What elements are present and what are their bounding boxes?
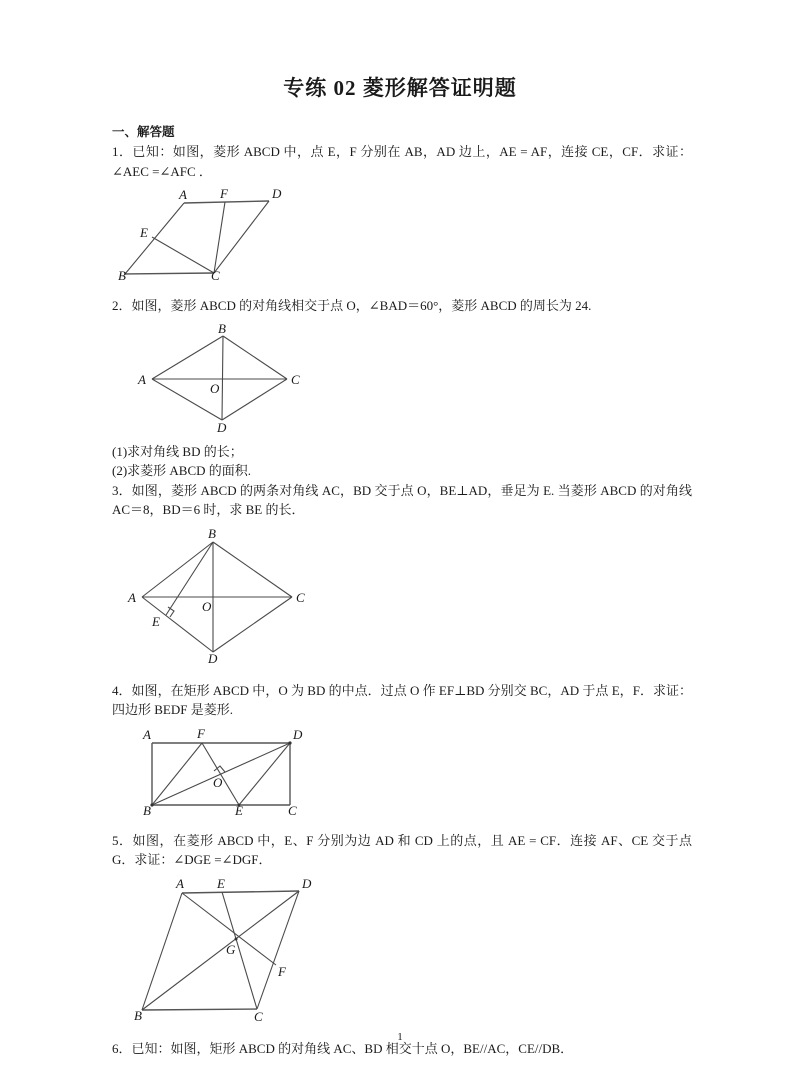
fig1-label-a: A	[179, 187, 187, 202]
problem-6-text: 6．已知：如图，矩形 ABCD 的对角线 AC、BD 相交十点 O，BE//AC，CE//DB．	[112, 1040, 574, 1056]
problem-2-sub-2: (2)求菱形 ABCD 的面积.	[112, 463, 252, 478]
problem-3-figure	[112, 527, 692, 670]
fig2-label-c: C	[291, 371, 300, 387]
fig2-label-b: B	[218, 320, 226, 336]
problem-1-figure	[112, 188, 692, 285]
document-content	[112, 124, 692, 1058]
fig1-label-e: E	[140, 225, 148, 240]
fig5-label-a: A	[176, 875, 184, 891]
fig2-label-a: A	[138, 371, 146, 387]
rectangle-abcd-with-ef-svg	[132, 725, 352, 818]
page-title: 专练 02 菱形解答证明题	[283, 76, 517, 100]
fig4-label-a: A	[143, 726, 151, 742]
fig1-label-c: C	[211, 268, 220, 283]
fig2-label-o: O	[210, 380, 220, 396]
fig5-label-g: G	[226, 941, 236, 957]
fig5-label-b: B	[134, 1007, 142, 1023]
fig4-label-b: B	[143, 802, 151, 818]
fig3-label-e: E	[152, 613, 160, 629]
section-heading: 一、解答题	[112, 125, 175, 139]
fig3-label-d: D	[208, 650, 218, 666]
fig3-label-c: C	[296, 589, 305, 605]
problem-2-figure	[112, 320, 692, 435]
page-number: 1	[397, 1031, 403, 1043]
fig4-label-c: C	[288, 802, 297, 818]
fig1-label-b: B	[118, 268, 126, 283]
problem-4-text: 4．如图，在矩形 ABCD 中，O 为 BD 的中点．过点 O 作 EF⊥BD 分别交 BC，AD 于点 E，F．求证：四边形 BEDF 是菱形.	[112, 682, 692, 717]
fig5-label-d: D	[302, 875, 312, 891]
problem-4-figure	[112, 727, 692, 820]
fig5-label-c: C	[254, 1008, 263, 1024]
problem-2-text: 2．如图，菱形 ABCD 的对角线相交于点 O，∠BAD＝60°，菱形 ABCD 的周长为 24.	[112, 298, 592, 313]
fig4-label-o: O	[213, 774, 223, 790]
fig5-label-e: E	[217, 875, 225, 891]
rhombus-abcd-diagonals-svg	[122, 320, 342, 435]
rhombus-abcd-with-e-f-svg	[112, 186, 312, 283]
fig3-label-b: B	[208, 525, 216, 541]
problem-5-figure	[112, 877, 692, 1028]
fig3-label-a: A	[128, 589, 136, 605]
problem-3-text: 3．如图，菱形 ABCD 的两条对角线 AC，BD 交于点 O，BE⊥AD，垂足为 E. 当菱形 ABCD 的对角线 AC＝8，BD＝6 时，求 BE 的长．	[112, 482, 692, 517]
fig5-label-f: F	[278, 963, 286, 979]
fig4-label-f: F	[197, 725, 205, 741]
problem-2-sub-1: (1)求对角线 BD 的长；	[112, 443, 243, 459]
fig1-label-f: F	[220, 186, 228, 201]
fig2-label-d: D	[217, 419, 227, 435]
problem-5-text: 5．如图，在菱形 ABCD 中，E、F 分别为边 AD 和 CD 上的点，且 AE = CF．连接 AF、CE 交于点 G．求证：∠DGE =∠DGF．	[112, 832, 692, 867]
fig4-label-e: E	[235, 802, 243, 818]
rhombus-abcd-altitude-be-svg	[120, 527, 340, 665]
fig3-label-o: O	[202, 598, 212, 614]
problem-1-text: 1．已知：如图，菱形 ABCD 中，点 E，F 分别在 AB，AD 边上，AE = AF，连接 CE，CF．求证：∠AEC =∠AFC ．	[112, 144, 692, 179]
fig4-label-d: D	[293, 726, 303, 742]
rhombus-abcd-af-ce-intersect-svg	[124, 877, 344, 1023]
fig1-label-d: D	[272, 186, 282, 201]
